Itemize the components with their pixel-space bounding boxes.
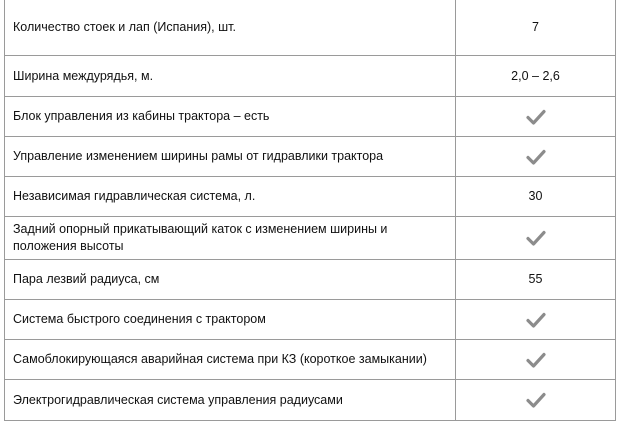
table-row bbox=[5, 300, 616, 340]
row-value-cell bbox=[456, 300, 616, 340]
row-label: Самоблокирующаяся аварийная система при КЗ (короткое замыкании) bbox=[5, 340, 456, 380]
checkmark-icon bbox=[526, 352, 546, 368]
checkmark-icon bbox=[526, 149, 546, 165]
row-label: Блок управления из кабины трактора – есть bbox=[5, 97, 456, 137]
table-row bbox=[5, 137, 616, 177]
table-row bbox=[5, 260, 616, 300]
table-row bbox=[5, 340, 616, 380]
table-row bbox=[5, 217, 616, 260]
table-row bbox=[5, 177, 616, 217]
row-value-cell bbox=[456, 340, 616, 380]
row-value: 30 bbox=[456, 177, 616, 217]
table-row bbox=[5, 0, 616, 56]
row-label: Независимая гидравлическая система, л. bbox=[5, 177, 456, 217]
row-value-cell bbox=[456, 137, 616, 177]
row-value: 55 bbox=[456, 260, 616, 300]
row-label: Управление изменением ширины рамы от гидравлики трактора bbox=[5, 137, 456, 177]
row-value-cell bbox=[456, 380, 616, 421]
row-label: Количество стоек и лап (Испания), шт. bbox=[5, 0, 456, 56]
row-value: 2,0 – 2,6 bbox=[456, 56, 616, 97]
row-value: 7 bbox=[456, 0, 616, 56]
table-row bbox=[5, 97, 616, 137]
checkmark-icon bbox=[526, 109, 546, 125]
row-label: Пара лезвий радиуса, см bbox=[5, 260, 456, 300]
row-label: Система быстрого соединения с трактором bbox=[5, 300, 456, 340]
row-value-cell bbox=[456, 217, 616, 260]
table-row bbox=[5, 380, 616, 421]
checkmark-icon bbox=[526, 230, 546, 246]
spec-table bbox=[4, 0, 616, 421]
row-label: Задний опорный прикатывающий каток с изменением ширины и положения высоты bbox=[5, 217, 456, 260]
checkmark-icon bbox=[526, 392, 546, 408]
row-label: Ширина междурядья, м. bbox=[5, 56, 456, 97]
row-label: Электрогидравлическая система управления радиусами bbox=[5, 380, 456, 421]
checkmark-icon bbox=[526, 312, 546, 328]
row-value-cell bbox=[456, 97, 616, 137]
table-row bbox=[5, 56, 616, 97]
